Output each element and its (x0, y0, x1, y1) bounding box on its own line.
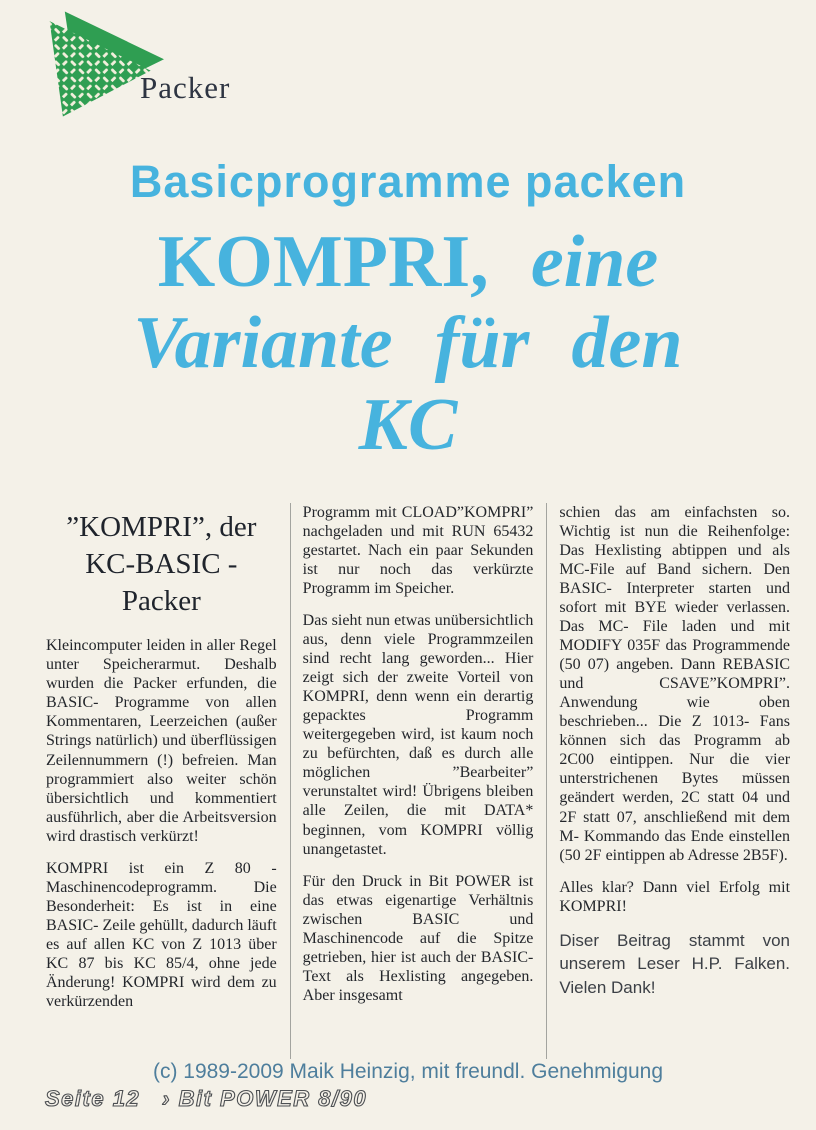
title-line-1 (0, 222, 816, 303)
page-number-label: Seite 12 (45, 1086, 141, 1111)
heading-line-1: ”KOMPRI”, der (66, 511, 257, 543)
title-roman: KOMPRI, (157, 221, 489, 303)
paragraph: Für den Druck in Bit POWER ist das etwas eigenartige Verhältnis zwischen BASIC und Maschinencode auf die Spitze getrieben, hier ist auch der BASIC- Text als Hexlisting angegeben. Aber insgesamt (302, 872, 534, 1004)
title-italic-1: eine (488, 221, 659, 303)
page-footer (45, 1086, 745, 1112)
paragraph: KOMPRI ist ein Z 80 - Maschinencodeprogramm. Die Besonderheit: Es ist in eine BASIC- Zeile gehüllt, dadurch läuft es auf allen KC von Z 1013 über KC 87 bis KC 85/4, ohne jede Änderung! KOMPRI wird dem zu verkürzenden (46, 859, 277, 1010)
column-1-heading (46, 509, 277, 620)
heading-line-3: Packer (121, 585, 201, 618)
title-line-2: Variante für den (133, 302, 683, 385)
column-3 (546, 503, 792, 1059)
paragraph: Alles klar? Dann viel Erfolg mit KOMPRI! (559, 878, 791, 915)
article-columns (44, 503, 792, 1059)
article-title (0, 222, 816, 466)
paragraph: Programm mit CLOAD”KOMPRI” nachgeladen und mit RUN 65432 gestartet. Nach ein paar Sekunden ist nur noch das verkürzte Programm im Speicher. (302, 504, 534, 598)
copyright-line: (c) 1989-2009 Maik Heinzig, mit freundl. Genehmigung (152, 1060, 664, 1083)
paragraph: schien das am einfachsten so. Wichtig ist nun die Reihenfolge: Das Hexlisting abtippen und als MC-File auf Band sichern. Den BASIC- Interpreter starten und sofort mit BYE wieder verlassen. Das MC- File laden und mit MODIFY 035F das Programmende (50 07) angeben. Dann REBASIC und CSAVE”KOMPRI”. Anwendung wie oben beschrieben... Die Z 1013- Fans können sich das Programm ab 2C00 eintippen. Nur die vier unterstrichenen Bytes müssen geändert werden, 2C statt 04 und 2F statt 07, anschließend mit dem M- Kommando das Ende einstellen (50 2F eintippen ab Adresse 2B5F). (559, 504, 791, 864)
column-2 (290, 503, 536, 1059)
paragraph: Das sieht nun etwas unübersichtlich aus, denn viele Programmzeilen sind recht lang geworden... Hier zeigt sich der zweite Vorteil von KOMPRI, denn wenn ein derartig gepacktes Programm weitergegeben wird, ist kaum noch zu befürchten, daß es durch alle möglichen ”Bearbeiter” verunstaltet wird! Übrigens bleiben alle Zeilen, die mit DATA* beginnen, vom KOMPRI völlig unangetastet. (302, 612, 534, 858)
kicker-headline: Basicprogramme packen (129, 156, 687, 207)
heading-line-2: KC-BASIC - (85, 548, 238, 581)
logo-label: Packer (140, 70, 231, 105)
magazine-issue-label: › Bit POWER 8/90 (162, 1086, 368, 1111)
packer-logo (40, 6, 300, 121)
paragraph: Kleincomputer leiden in aller Regel unter Speicherarmut. Deshalb wurden die Packer erfunden, die BASIC- Programme von allen Kommentaren, Leerzeichen (außer Strings natürlich) und überflüssigen Zeilennummern (!) befreien. Man programmiert also weiter schön übersichtlich und kommentiert ausführlich, aber die Arbeitsversion wird drastisch verkürzt! (46, 637, 277, 845)
editor-note: Diser Beitrag stammt von unserem Leser H.P. Falken. Vielen Dank! (559, 930, 791, 998)
title-line-3: KC (358, 383, 458, 466)
column-1 (44, 503, 279, 1059)
